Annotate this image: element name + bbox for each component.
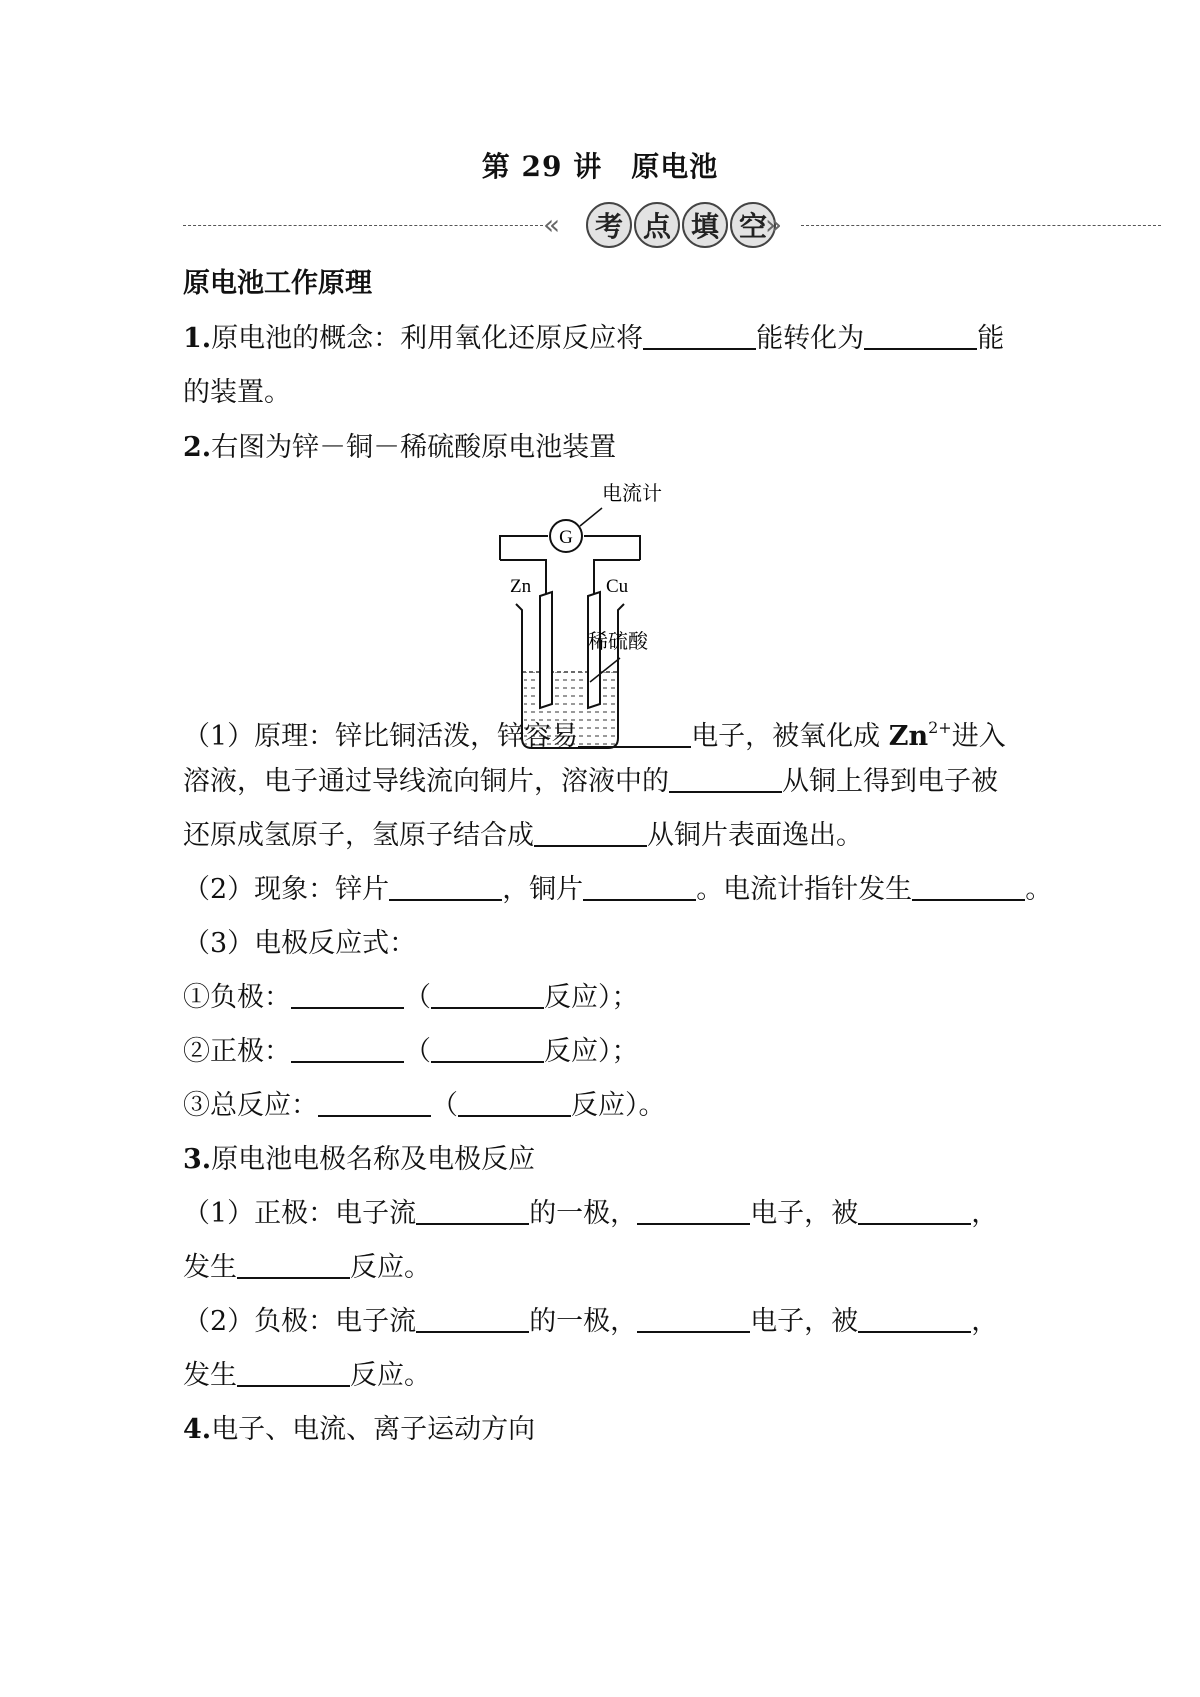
question-number: 2. bbox=[183, 432, 212, 463]
question-text: 还原成氢原子，氢原子结合成 bbox=[183, 820, 534, 851]
question-3-1-line-1 bbox=[183, 1194, 1053, 1234]
question-text: （1）正极：电子流 bbox=[183, 1198, 417, 1229]
answer-blank[interactable] bbox=[578, 720, 691, 748]
question-text: 的一极， bbox=[529, 1198, 638, 1229]
section-heading: 原电池工作原理 bbox=[183, 268, 372, 299]
question-text: 原电池电极名称及电极反应 bbox=[211, 1144, 536, 1175]
paren-close: 反应）； bbox=[544, 982, 639, 1013]
question-text: 反应。 bbox=[350, 1360, 431, 1391]
question-number: 4. bbox=[183, 1414, 212, 1445]
wire-right bbox=[584, 536, 640, 560]
question-text: 电子、电流、离子运动方向 bbox=[211, 1414, 536, 1445]
question-text: 从铜片表面逸出。 bbox=[647, 820, 863, 851]
question-text: ， bbox=[971, 1198, 999, 1229]
question-number: 1. bbox=[183, 323, 212, 354]
question-text: 能 bbox=[977, 323, 1005, 354]
question-1-line-2: 的装置。 bbox=[183, 377, 291, 408]
question-text: 能转化为 bbox=[756, 323, 865, 354]
question-text: 电子，被 bbox=[750, 1306, 859, 1337]
paren-open: （ bbox=[404, 1036, 431, 1067]
positive-electrode-line bbox=[183, 1032, 1053, 1072]
acid-label: 稀硫酸 bbox=[588, 631, 648, 653]
question-text: 进入 bbox=[951, 721, 1006, 752]
question-text: ，铜片 bbox=[502, 874, 584, 905]
answer-blank[interactable] bbox=[858, 1197, 971, 1225]
question-text: （2）负极：电子流 bbox=[183, 1306, 417, 1337]
answer-blank[interactable] bbox=[291, 981, 404, 1009]
paren-close: 反应）； bbox=[544, 1036, 639, 1067]
question-text: ， bbox=[971, 1306, 999, 1337]
page-title: 第 29 讲 原电池 bbox=[481, 150, 719, 183]
banner-badge: 填 bbox=[682, 202, 728, 248]
question-text: 反应。 bbox=[350, 1252, 431, 1283]
question-text: 电子，被 bbox=[750, 1198, 859, 1229]
electrode-label: ①负极： bbox=[183, 982, 291, 1013]
answer-blank[interactable] bbox=[864, 322, 977, 350]
galvanometer-leader bbox=[580, 508, 602, 526]
question-text: 发生 bbox=[183, 1360, 237, 1391]
double-chevron-right-icon: » bbox=[765, 208, 783, 241]
double-chevron-left-icon: « bbox=[543, 208, 561, 241]
question-text: 。电流计指针发生 bbox=[696, 874, 913, 905]
question-2-1-line-1 bbox=[183, 708, 1053, 757]
question-3-heading bbox=[183, 1140, 1053, 1180]
answer-blank[interactable] bbox=[912, 873, 1025, 901]
question-2-3-heading: （3）电极反应式： bbox=[183, 928, 417, 959]
answer-blank[interactable] bbox=[416, 1305, 529, 1333]
answer-blank[interactable] bbox=[637, 1197, 750, 1225]
question-text: 发生 bbox=[183, 1252, 237, 1283]
negative-electrode-line bbox=[183, 978, 1053, 1018]
question-3-2-line-2 bbox=[183, 1356, 1053, 1396]
question-4-heading bbox=[183, 1410, 1053, 1450]
question-2-heading bbox=[183, 428, 1053, 468]
answer-blank[interactable] bbox=[237, 1359, 350, 1387]
answer-blank[interactable] bbox=[431, 1035, 544, 1063]
question-1-line-1 bbox=[183, 319, 1053, 359]
galvanometer-symbol: G bbox=[559, 527, 573, 548]
cu-label: Cu bbox=[606, 576, 629, 597]
wire-left bbox=[500, 536, 548, 560]
electrode-label: ③总反应： bbox=[183, 1090, 318, 1121]
total-reaction-line bbox=[183, 1086, 1053, 1126]
question-3-2-line-1 bbox=[183, 1302, 1053, 1342]
question-text: （1）原理：锌比铜活泼，锌容易 bbox=[183, 721, 579, 752]
answer-blank[interactable] bbox=[291, 1035, 404, 1063]
question-text: 的一极， bbox=[529, 1306, 638, 1337]
answer-blank[interactable] bbox=[389, 873, 502, 901]
section-banner bbox=[183, 200, 1161, 252]
galvanometer-label: 电流计 bbox=[602, 483, 662, 505]
zn-label: Zn bbox=[510, 576, 532, 597]
electrode-label: ②正极： bbox=[183, 1036, 291, 1067]
answer-blank[interactable] bbox=[669, 765, 782, 793]
question-2-2 bbox=[183, 870, 1053, 910]
question-text: 电子，被氧化成 bbox=[691, 721, 889, 752]
question-text: （2）现象：锌片 bbox=[183, 874, 390, 905]
answer-blank[interactable] bbox=[643, 322, 756, 350]
ion-charge: 2+ bbox=[928, 718, 952, 737]
banner-rule-right bbox=[801, 225, 1161, 226]
answer-blank[interactable] bbox=[318, 1089, 431, 1117]
question-text: 溶液，电子通过导线流向铜片，溶液中的 bbox=[183, 766, 669, 797]
answer-blank[interactable] bbox=[237, 1251, 350, 1279]
banner-badges bbox=[586, 202, 776, 248]
question-text: 从铜上得到电子被 bbox=[782, 766, 998, 797]
banner-badge: 考 bbox=[586, 202, 632, 248]
answer-blank[interactable] bbox=[431, 981, 544, 1009]
zinc-ion-symbol: Zn bbox=[888, 721, 929, 752]
question-text: 右图为锌－铜－稀硫酸原电池装置 bbox=[211, 432, 617, 463]
answer-blank[interactable] bbox=[416, 1197, 529, 1225]
banner-badge: 点 bbox=[634, 202, 680, 248]
answer-blank[interactable] bbox=[534, 819, 647, 847]
answer-blank[interactable] bbox=[858, 1305, 971, 1333]
question-text: 原电池的概念：利用氧化还原反应将 bbox=[211, 323, 644, 354]
zinc-electrode bbox=[540, 592, 552, 708]
banner-badge: 空 bbox=[730, 202, 776, 248]
question-3-1-line-2 bbox=[183, 1248, 1053, 1288]
question-text: 。 bbox=[1025, 874, 1053, 905]
answer-blank[interactable] bbox=[458, 1089, 571, 1117]
paren-close: 反应）。 bbox=[571, 1090, 666, 1121]
question-2-1-line-2 bbox=[183, 762, 1053, 802]
answer-blank[interactable] bbox=[583, 873, 696, 901]
question-number: 3. bbox=[183, 1144, 212, 1175]
question-2-1-line-3 bbox=[183, 816, 1053, 856]
paren-open: （ bbox=[404, 982, 431, 1013]
paren-open: （ bbox=[431, 1090, 458, 1121]
answer-blank[interactable] bbox=[637, 1305, 750, 1333]
banner-rule-left bbox=[183, 225, 543, 226]
